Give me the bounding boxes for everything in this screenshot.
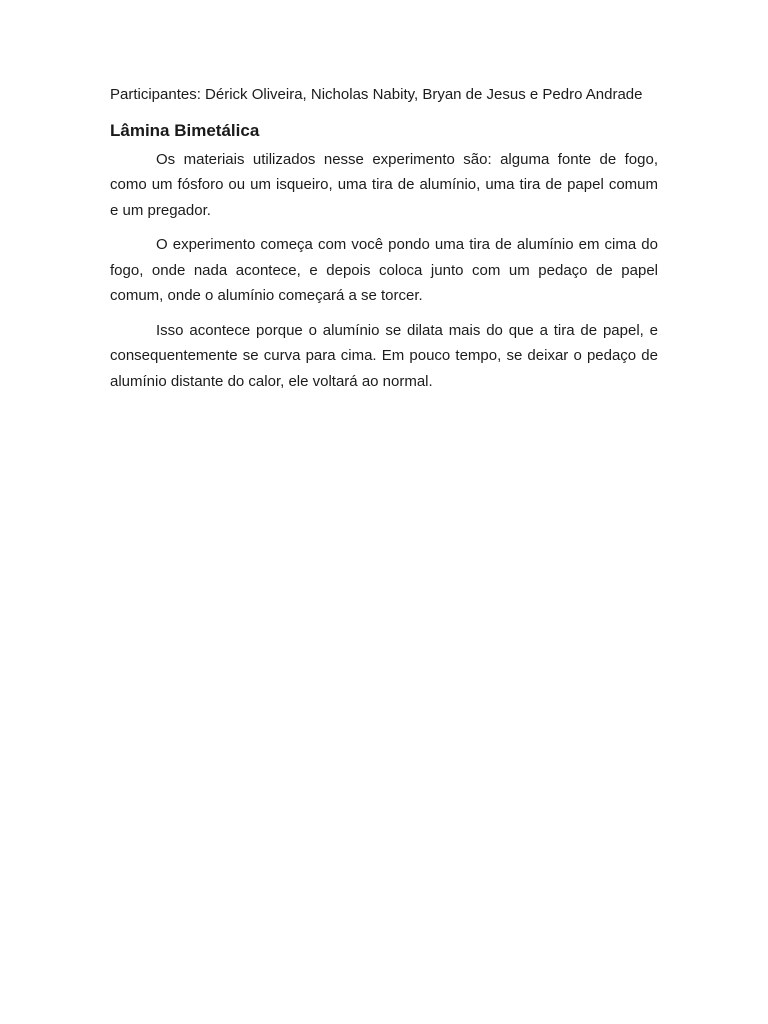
paragraph-materials: Os materiais utilizados nesse experimento são: alguma fonte de fogo, como um fósforo ou um isqueiro, uma tira de alumínio, uma tira de papel comum e um pregador. [110, 150, 658, 219]
paragraph-explanation: Isso acontece porque o alumínio se dilata mais do que a tira de papel, e consequentemente se curva para cima. Em pouco tempo, se deixar o pedaço de alumínio distante do calor, ele voltará ao normal. [110, 321, 658, 390]
document-body [110, 82, 658, 394]
document-title: Lâmina Bimetálica [110, 120, 260, 140]
paragraph-procedure: O experimento começa com você pondo uma tira de alumínio em cima do fogo, onde nada acontece, e depois coloca junto com um pedaço de papel comum, onde o alumínio começará a se torcer. [110, 236, 658, 304]
participants-line: Participantes: Dérick Oliveira, Nicholas Nabity, Bryan de Jesus e Pedro Andrade [110, 86, 643, 103]
